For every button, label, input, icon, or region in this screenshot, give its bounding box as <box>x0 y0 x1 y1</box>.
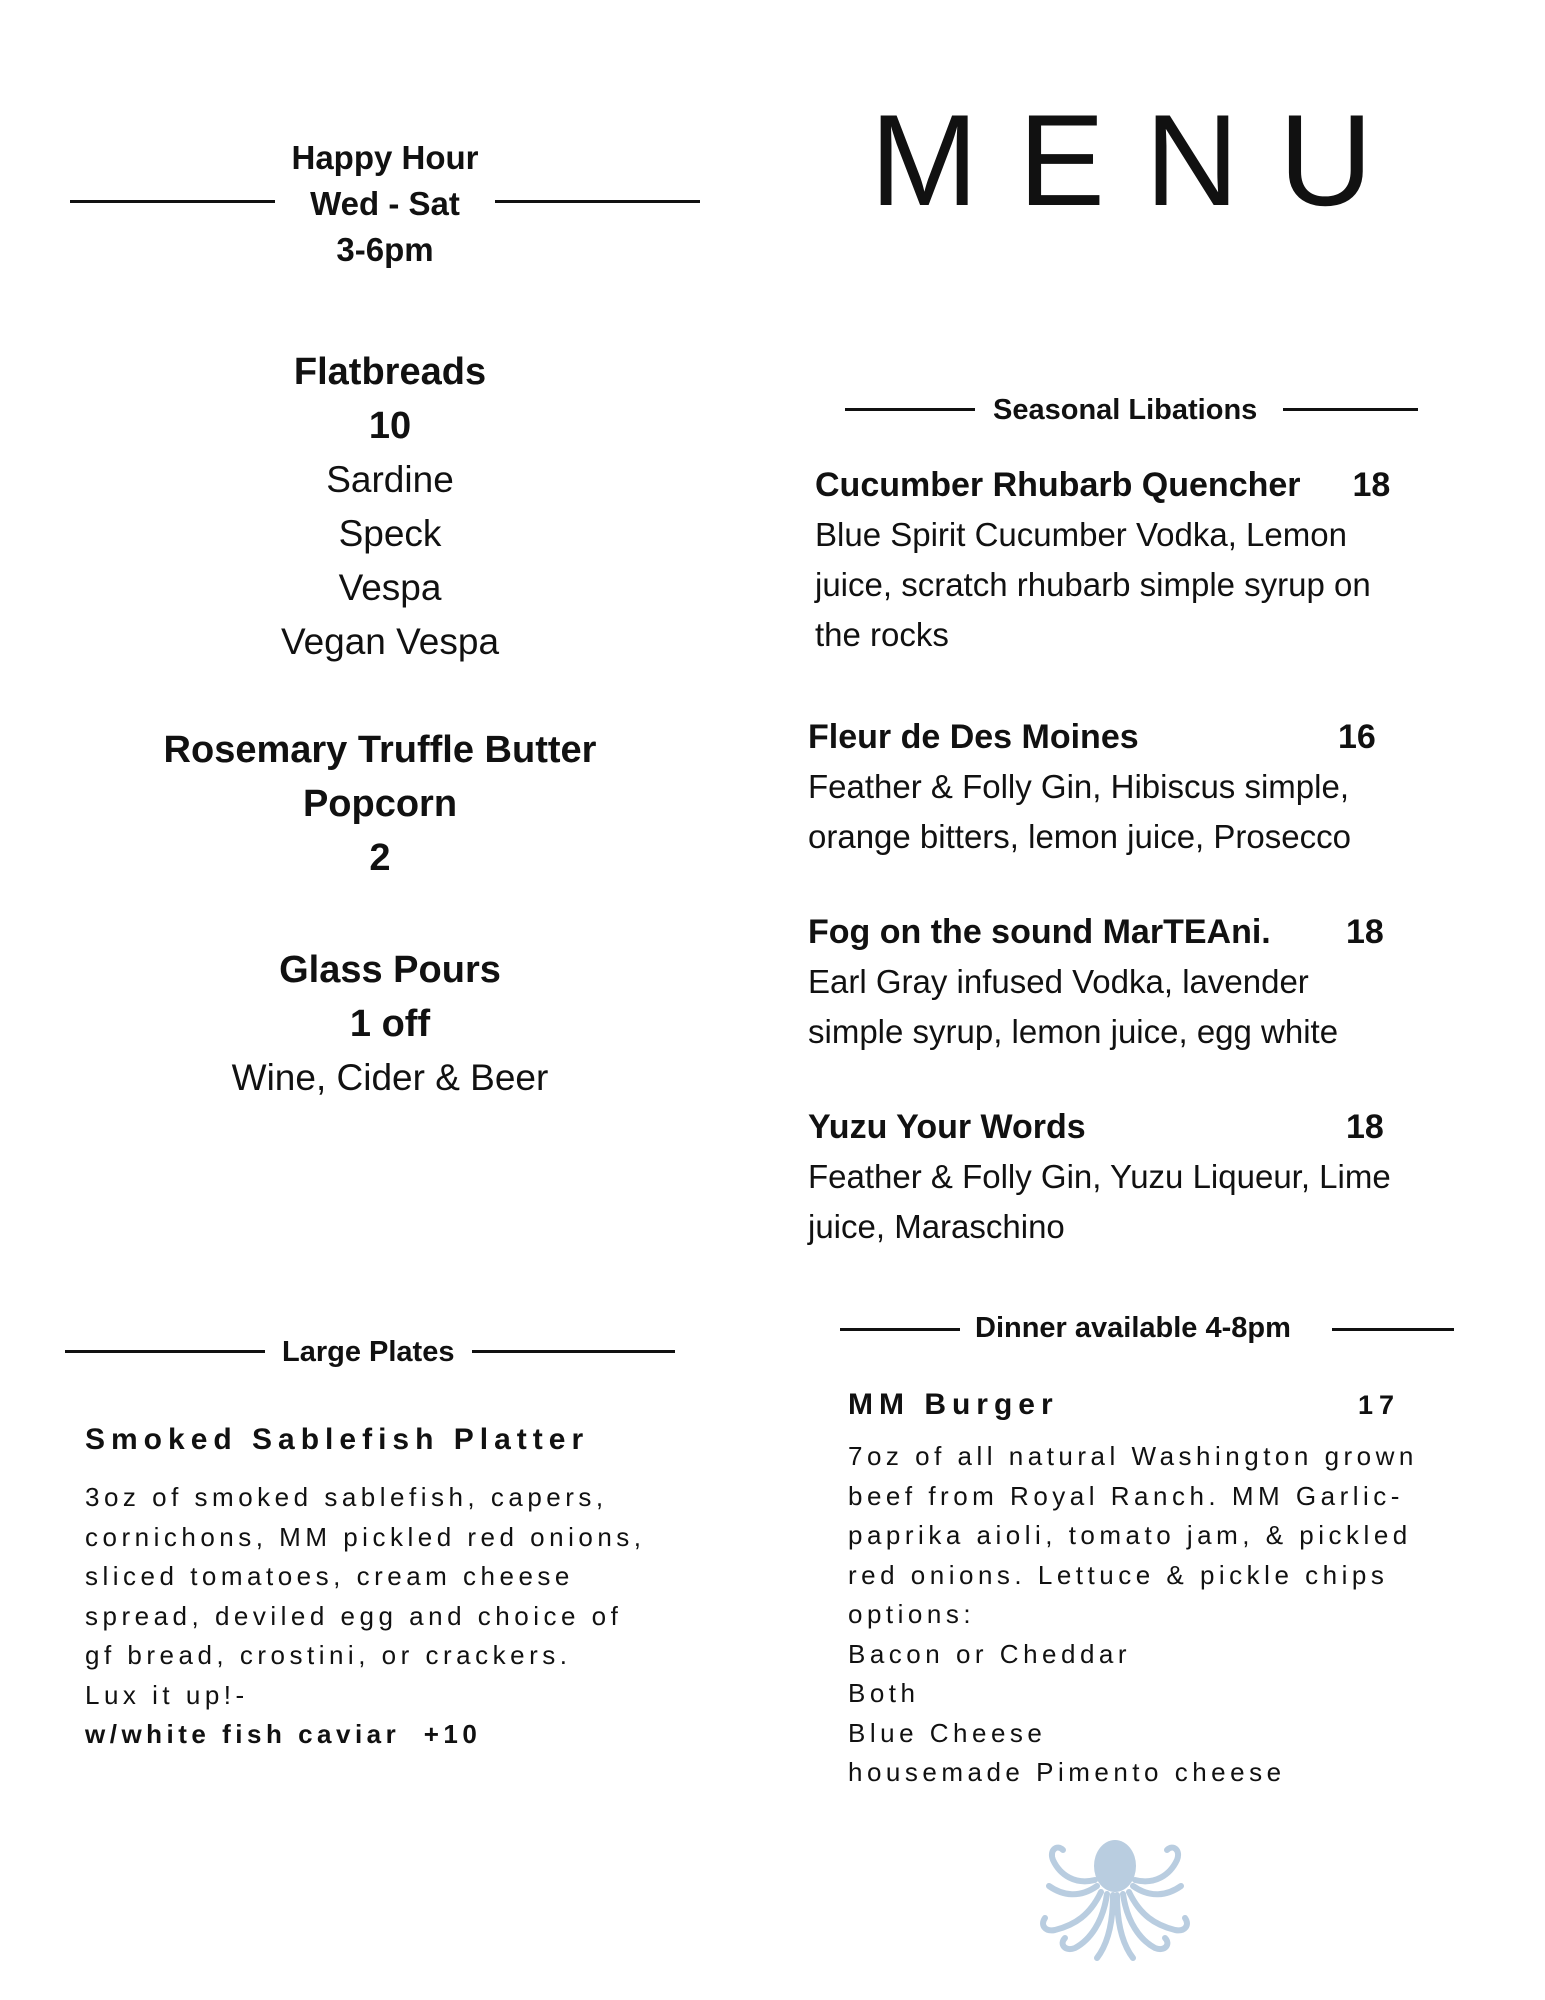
popcorn-title: Rosemary Truffle Butter <box>163 729 597 771</box>
dinner-desc: Blue Cheese <box>848 1717 1047 1748</box>
dinner-desc: beef from Royal Ranch. MM Garlic- <box>848 1480 1404 1511</box>
divider-line <box>840 1328 960 1331</box>
drink-desc: Feather & Folly Gin, Hibiscus simple, <box>808 768 1350 805</box>
drink-item <box>815 460 1465 660</box>
dinner-desc: 7oz of all natural Washington grown <box>848 1441 1418 1471</box>
dinner-desc: housemade Pimento cheese <box>848 1757 1286 1787</box>
drink-name: Fog on the sound MarTEAni. <box>808 913 1271 951</box>
dinner-desc: Both <box>848 1678 920 1708</box>
drink-desc: simple syrup, lemon juice, egg white <box>808 1013 1339 1050</box>
drink-desc: the rocks <box>815 616 949 653</box>
dinner-desc: red onions. Lettuce & pickle chips <box>848 1559 1389 1590</box>
glass-pours-deal: 1 off <box>349 1003 431 1045</box>
drink-desc: orange bitters, lemon juice, Prosecco <box>808 818 1351 855</box>
plate-desc: cornichons, MM pickled red onions, <box>85 1521 646 1552</box>
flatbreads-price: 10 <box>368 405 412 447</box>
popcorn-subtitle: Popcorn <box>302 783 458 825</box>
drink-name: Cucumber Rhubarb Quencher <box>815 466 1301 504</box>
list-item: Sardine <box>326 459 454 500</box>
dinner-desc: Bacon or Cheddar <box>848 1638 1132 1669</box>
large-plates-label: Large Plates <box>282 1336 455 1368</box>
dinner-desc: options: <box>848 1599 976 1629</box>
divider-line <box>472 1350 675 1353</box>
dinner-item-header <box>848 1385 1418 1425</box>
drink-item <box>808 712 1458 862</box>
popcorn-price: 2 <box>369 837 391 879</box>
dinner-label: Dinner available 4-8pm <box>975 1312 1291 1344</box>
plate-addon: w/white fish caviar +10 <box>85 1719 482 1749</box>
list-item: Vespa <box>338 567 442 608</box>
happy-hour-title: Happy Hour <box>291 139 479 176</box>
happy-hour-days: Wed - Sat <box>310 185 460 222</box>
menu-title: MENU <box>870 87 1413 233</box>
divider-line <box>845 408 975 411</box>
drink-price: 18 <box>1346 1108 1384 1146</box>
drink-name: Yuzu Your Words <box>808 1108 1086 1146</box>
plate-desc: gf bread, crostini, or crackers. <box>85 1640 572 1670</box>
drink-desc: Earl Gray infused Vodka, lavender <box>808 963 1309 1000</box>
drink-name: Fleur de Des Moines <box>808 718 1139 756</box>
list-item: Vegan Vespa <box>280 621 500 662</box>
drink-desc: juice, Maraschino <box>808 1208 1065 1245</box>
drink-desc: Blue Spirit Cucumber Vodka, Lemon <box>815 516 1347 553</box>
large-plate-item <box>85 1420 646 1755</box>
drink-price: 18 <box>1346 913 1384 951</box>
flatbreads-section <box>140 345 640 669</box>
plate-desc: Lux it up!- <box>85 1679 249 1710</box>
dinner-item-price: 17 <box>1358 1390 1401 1420</box>
flatbreads-title: Flatbreads <box>293 351 487 393</box>
list-item: Speck <box>338 513 442 554</box>
dinner-item-name: MM Burger <box>848 1388 1059 1421</box>
plate-desc: 3oz of smoked sablefish, capers, <box>85 1482 608 1512</box>
drink-item <box>808 1102 1458 1252</box>
plate-desc: sliced tomatoes, cream cheese <box>85 1561 574 1591</box>
divider-line <box>1283 408 1418 411</box>
drink-price: 16 <box>1338 718 1376 756</box>
seasonal-libations-label: Seasonal Libations <box>993 394 1258 426</box>
octopus-icon <box>1035 1830 1195 1965</box>
divider-line <box>65 1350 265 1353</box>
happy-hour-block <box>230 135 540 273</box>
drink-desc: juice, scratch rhubarb simple syrup on <box>815 566 1371 603</box>
happy-hour-time: 3-6pm <box>336 231 434 268</box>
plate-name: Smoked Sablefish Platter <box>85 1423 590 1456</box>
dinner-desc: paprika aioli, tomato jam, & pickled <box>848 1520 1412 1550</box>
popcorn-section <box>130 723 630 885</box>
plate-desc: spread, deviled egg and choice of <box>85 1600 623 1631</box>
glass-pours-section <box>140 943 640 1105</box>
drink-price: 18 <box>1352 466 1391 504</box>
drink-desc: Feather & Folly Gin, Yuzu Liqueur, Lime <box>808 1158 1391 1195</box>
drink-item <box>808 907 1458 1057</box>
divider-line <box>1332 1328 1454 1331</box>
dinner-item <box>848 1385 1418 1793</box>
glass-pours-title: Glass Pours <box>279 949 501 991</box>
glass-pours-desc: Wine, Cider & Beer <box>231 1057 549 1098</box>
